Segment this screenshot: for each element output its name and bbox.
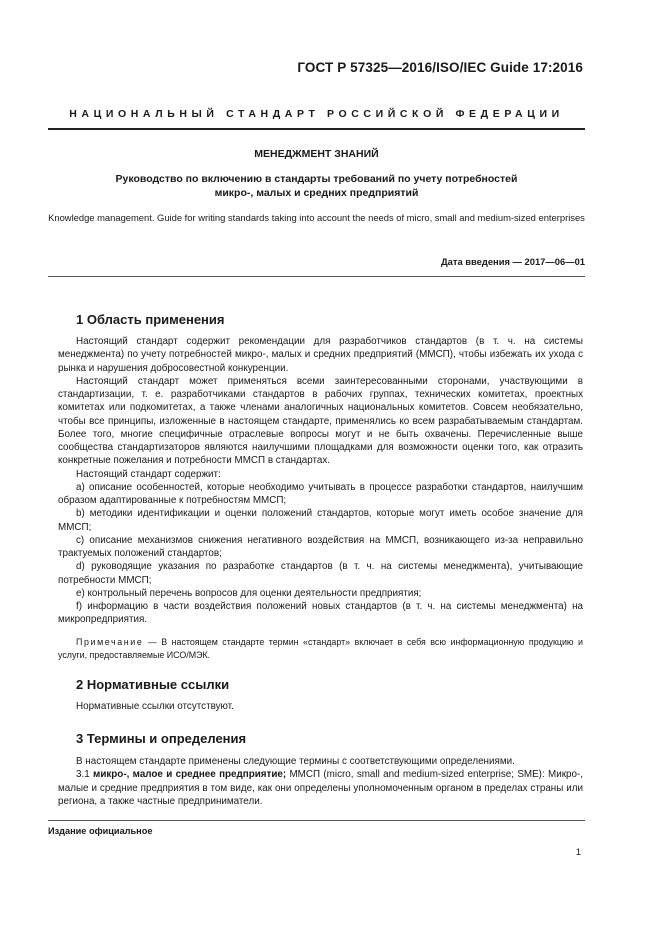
section-1-heading: 1 Область применения [76,312,225,327]
english-title: Knowledge management. Guide for writing standards taking into account the needs of micro, small and medium-sized enterprises [48,212,585,223]
date-rule [48,276,585,277]
list-item: d) руководящие указания по разработке стандартов (в т. ч. на системы менеджмента), учитывающие потребности ММСП; [58,561,583,586]
term-text: ММСП (micro, small and medium-sized enterprise; SME): Микро-, малые и средние предприятия в том виде, как они определены уполномоченным органом в пределах страны или региона, а также частные предприниматели. [58,769,583,807]
paragraph: В настоящем стандарте применены следующие термины с соответствующими определениями. [76,756,515,767]
national-standard-banner: НАЦИОНАЛЬНЫЙ СТАНДАРТ РОССИЙСКОЙ ФЕДЕРАЦИИ [69,108,564,120]
term-label: микро-, малое и среднее предприятие; [93,769,287,781]
standard-code: ГОСТ Р 57325—2016/ISO/IEC Guide 17:2016 [297,60,583,75]
note [58,636,583,661]
section-3-heading: 3 Термины и определения [76,731,247,746]
note-label: Примечание [76,637,144,647]
section-3-body [58,755,583,808]
list-item: f) информацию в части воздействия положений новых стандартов (в т. ч. на системы менеджмента) на микропредприятия. [58,601,583,626]
section-2-heading: 2 Нормативные ссылки [76,677,230,692]
russian-subtitle [48,172,585,200]
term-number: 3.1 [76,769,94,781]
paragraph: Настоящий стандарт содержит: [76,468,221,480]
footer-rule [48,820,585,821]
header-rule [48,128,585,130]
paragraph: Настоящий стандарт содержит рекомендации для разработчиков стандартов (в т. ч. на системы менеджмента) по учету потребностей микро-, малых и средних предприятий (ММСП), чтобы избежать их ухода с рынка и нарушения добросовестной конкуренции. [58,336,583,374]
introduction-date: Дата введения — 2017—06—01 [440,256,585,267]
page-number: 1 [575,847,581,858]
list-item: b) методики идентификации и оценки положений стандартов, которые могут иметь особое значение для ММСП; [58,508,583,533]
list-item: e) контрольный перечень вопросов для оценки деятельности предприятия; [76,587,422,599]
russian-subtitle-line-1: Руководство по включению в стандарты требований по учету потребностей [115,173,518,185]
list-item: a) описание особенностей, которые необходимо учитывать в процессе разработки стандартов, наилучшим образом адаптированные к потребностям ММСП; [58,481,583,506]
main-title: МЕНЕДЖМЕНТ ЗНАНИЙ [254,148,379,160]
official-edition-label: Издание официальное [48,826,153,836]
paragraph: Настоящий стандарт может применяться всеми заинтересованными сторонами, участвующими в стандартизации, т. е. разработчиками стандартов в рабочих группах, технических комитетах, проектных комитетах или подкомитетах, а также членами аналогичных национальных комитетов. Совсем необязательно, чтобы все принципы, изложенные в настоящем стандарте, применялись ко всем разрабатываемым стандартам. Более того, многие специфичные отраслевые вопросы могут и не быть охвачены. Перечисленные выше сообщества стандартизаторов являются наилучшими площадками для возможности оценки того, как отразить конкретные пожелания и потребности ММСП в стандартах. [58,375,583,467]
paragraph: Нормативные ссылки отсутствуют. [76,701,234,712]
note-text: — В настоящем стандарте термин «стандарт» включает в себя всю информационную продукцию и услуги, предоставляемые ИСО/МЭК. [58,637,583,660]
section-2-body [58,700,583,713]
term-definition [58,768,583,808]
section-1-body [58,335,583,627]
list-item: c) описание механизмов снижения негативного воздействия на ММСП, возникающего из-за неправильно трактуемых положений стандартов; [58,534,583,559]
russian-subtitle-line-2: микро-, малых и средних предприятий [214,187,419,199]
